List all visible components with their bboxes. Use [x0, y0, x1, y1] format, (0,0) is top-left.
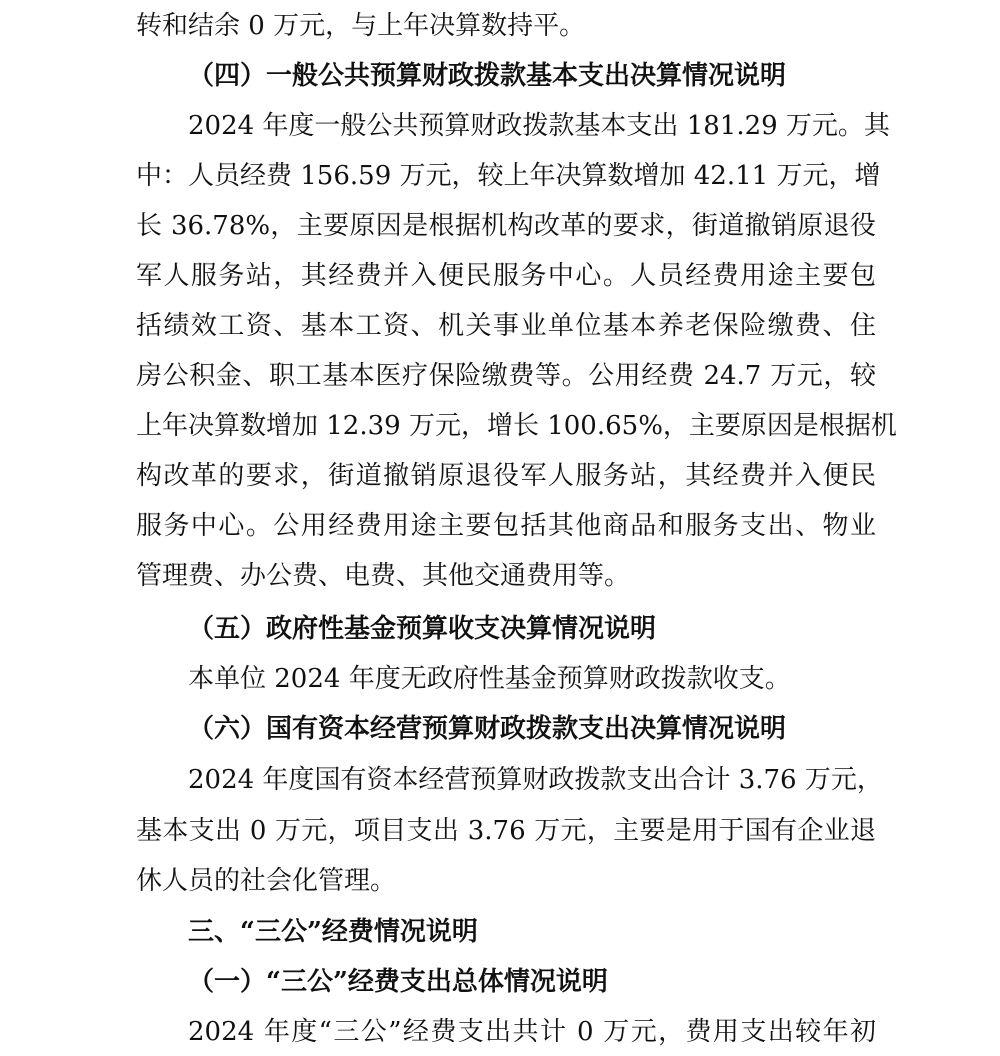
- section-heading: （四）一般公共预算财政拨款基本支出决算情况说明: [188, 61, 787, 91]
- chapter-heading: 三、“三公”经费情况说明: [188, 917, 478, 947]
- paragraph-line: 基本支出 0 万元，项目支出 3.76 万元，主要是用于国有企业退: [136, 816, 876, 846]
- section-heading: （一）“三公”经费支出总体情况说明: [188, 967, 608, 997]
- paragraph-line: 转和结余 0 万元，与上年决算数持平。: [136, 11, 586, 41]
- paragraph-line: 上年决算数增加 12.39 万元，增长 100.65%，主要原因是根据机: [136, 411, 897, 441]
- paragraph-line: 长 36.78%，主要原因是根据机构改革的要求，街道撤销原退役: [136, 211, 876, 241]
- paragraph-line: 房公积金、职工基本医疗保险缴费等。公用经费 24.7 万元，较: [136, 361, 876, 391]
- paragraph-line: 2024 年度国有资本经营预算财政拨款支出合计 3.76 万元，: [188, 765, 883, 795]
- paragraph-line: 本单位 2024 年度无政府性基金预算财政拨款收支。: [188, 664, 791, 694]
- paragraph-line: 军人服务站，其经费并入便民服务中心。人员经费用途主要包: [136, 261, 876, 291]
- paragraph-line: 构改革的要求，街道撤销原退役军人服务站，其经费并入便民: [136, 461, 876, 491]
- paragraph-line: 2024 年度一般公共预算财政拨款基本支出 181.29 万元。其: [188, 111, 890, 141]
- paragraph-line: 管理费、办公费、电费、其他交通费用等。: [136, 561, 631, 591]
- section-heading: （五）政府性基金预算收支决算情况说明: [188, 614, 657, 644]
- section-heading: （六）国有资本经营预算财政拨款支出决算情况说明: [188, 714, 787, 744]
- paragraph-line: 休人员的社会化管理。: [136, 866, 397, 896]
- paragraph-line: 括绩效工资、基本工资、机关事业单位基本养老保险缴费、住: [136, 311, 876, 341]
- paragraph-line: 中：人员经费 156.59 万元，较上年决算数增加 42.11 万元，增: [136, 161, 881, 191]
- paragraph-line: 服务中心。公用经费用途主要包括其他商品和服务支出、物业: [136, 511, 876, 541]
- paragraph-line: 2024 年度“三公”经费支出共计 0 万元，费用支出较年初: [188, 1017, 876, 1047]
